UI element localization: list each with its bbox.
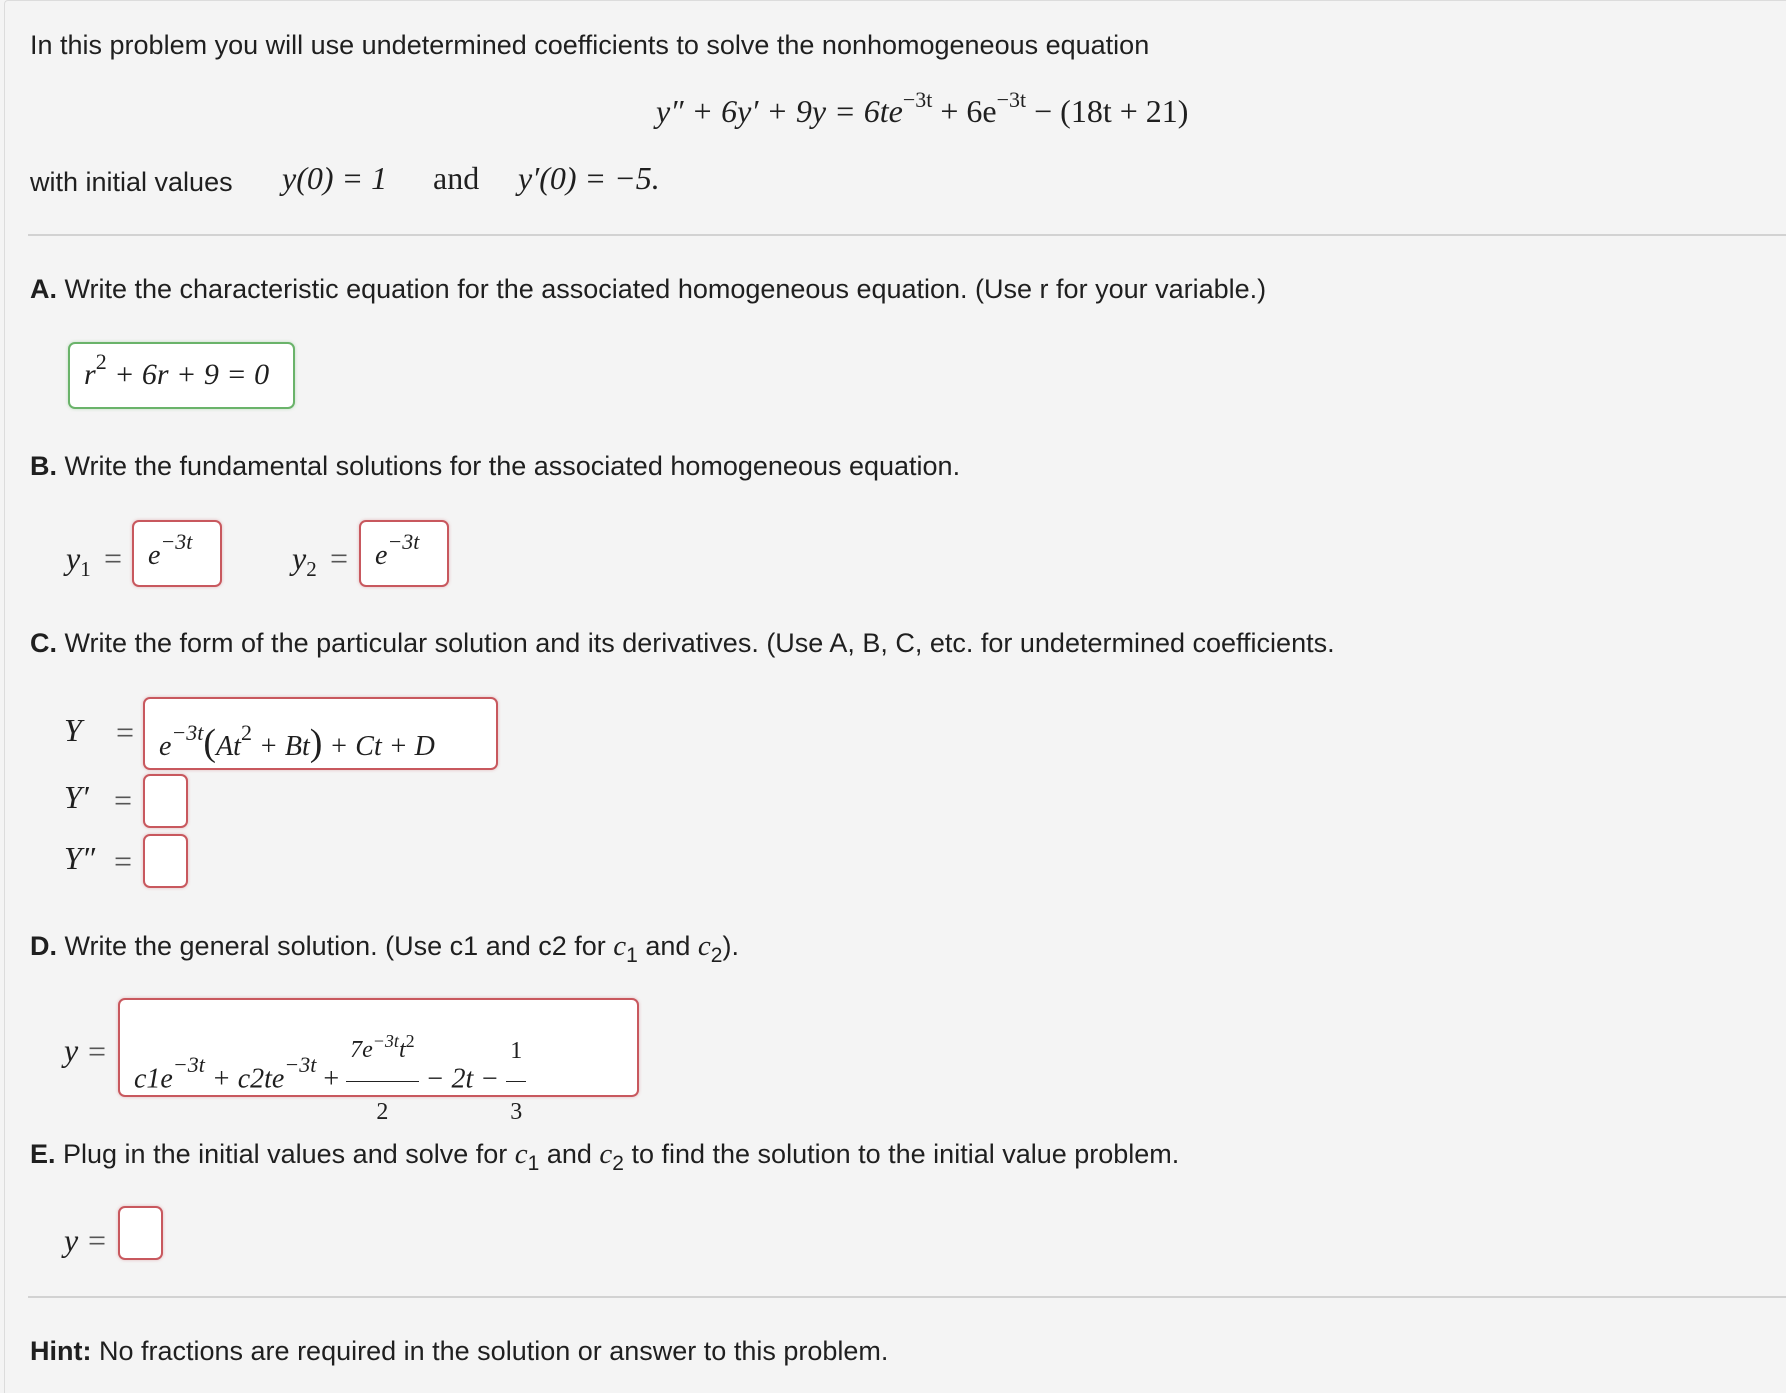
equation-exp2: −3t xyxy=(996,87,1027,112)
divider-bottom xyxy=(28,1296,1786,1298)
general-solution-input[interactable]: $c1e^{-3t} + c2te^{-3t}$ + $\frac{7e^{-3t}t^2}{2}$ − 2t − $\frac{1}{3}$ xyxy=(118,998,639,1097)
ivp-solution-input[interactable] xyxy=(118,1206,163,1260)
y1-label: $y_1$ xyxy=(66,540,91,581)
general-fraction: $\frac{7e^{-3t}t^2}{2}$ xyxy=(346,1020,418,1142)
problem-intro: In this problem you will use undetermined coefficients to solve the nonhomogeneous equation xyxy=(30,30,1150,60)
equation-mid: + 6e xyxy=(932,93,997,129)
equation-exp1: −3t xyxy=(902,87,933,112)
Y-label: Y xyxy=(64,712,82,748)
Yp-equals: = xyxy=(114,782,133,818)
part-b-prompt: B. Write the fundamental solutions for the associated homogeneous equation. xyxy=(30,451,961,481)
particular-Yp-input[interactable] xyxy=(143,774,188,828)
particular-Y-input[interactable]: $e^{-3t}(At^2 + Bt) + Ct + D$ xyxy=(143,697,498,770)
y2-equals: = xyxy=(330,540,349,576)
divider-top xyxy=(28,234,1786,236)
Yp-label: Y′ xyxy=(64,779,89,815)
char-equation-input[interactable]: $r^2 + 6r + 9 = 0$ xyxy=(68,342,295,409)
general-y-equals: = xyxy=(88,1033,107,1069)
Y-equals: = xyxy=(116,714,135,750)
equation-lhs: y″ + 6y′ + 9y = 6te xyxy=(656,93,903,129)
initial-y0: y(0) = 1 xyxy=(282,160,388,196)
ivp-y-label: y xyxy=(64,1222,79,1258)
problem-equation xyxy=(656,87,1189,130)
y1-input[interactable]: $e^{-3t}$ xyxy=(132,520,222,587)
part-c-prompt: C. Write the form of the particular solution and its derivatives. (Use A, B, C, etc. for undetermined coefficients. xyxy=(30,628,1335,658)
Ypp-label: Y″ xyxy=(64,840,96,876)
part-d-prompt: D. Write the general solution. (Use c1 and c2 for $c_1$ and $c_2$). xyxy=(30,930,739,967)
ivp-y-equals: = xyxy=(88,1222,107,1258)
initial-and: and xyxy=(433,160,480,196)
initial-values-label: with initial values xyxy=(30,167,233,197)
part-a-prompt: A. Write the characteristic equation for the associated homogeneous equation. (Use r for your variable.) xyxy=(30,274,1267,304)
hint: Hint: No fractions are required in the solution or answer to this problem. xyxy=(30,1336,889,1366)
y1-equals: = xyxy=(104,540,123,576)
y2-input[interactable]: $e^{-3t}$ xyxy=(359,520,449,587)
Ypp-equals: = xyxy=(114,843,133,879)
general-fraction-2: $\frac{1}{3}$ xyxy=(506,1021,526,1142)
part-e-prompt: E. Plug in the initial values and solve for $c_1$ and $c_2$ to find the solution to the initial value problem. xyxy=(30,1138,1180,1175)
initial-yp0: y′(0) = −5. xyxy=(518,160,660,196)
general-y-label: y xyxy=(64,1032,79,1068)
y2-label: $y_2$ xyxy=(292,540,317,581)
equation-tail: − (18t + 21) xyxy=(1026,93,1189,129)
particular-Ypp-input[interactable] xyxy=(143,834,188,888)
